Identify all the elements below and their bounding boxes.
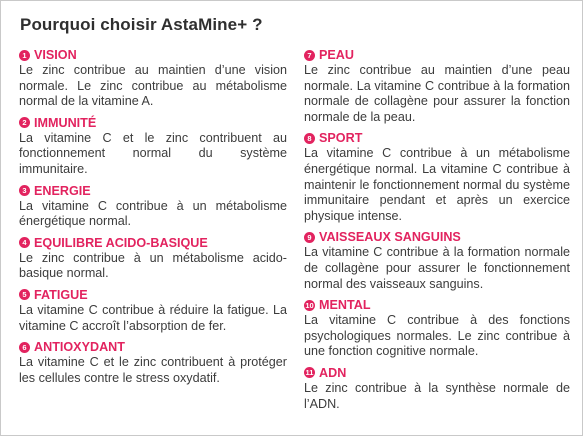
benefit-item-sport — [304, 130, 570, 224]
number-badge-icon: 1 — [19, 50, 30, 61]
number-badge-icon: 10 — [305, 300, 314, 310]
benefit-title: VISION — [34, 48, 77, 62]
benefit-item-vaisseaux — [304, 229, 570, 292]
benefit-item-vision — [19, 47, 287, 110]
right-column — [304, 47, 570, 412]
benefit-heading — [19, 47, 287, 63]
benefit-text: La vitamine C contribue à un métabolisme énergétique normal. La vitamine C contribue à maintenir le fonctionnement normal du système immunitaire pendant et après un exercice physique intense. — [304, 146, 570, 223]
page-title: Pourquoi choisir AstaMine+ ? — [20, 15, 263, 34]
benefit-text: La vitamine C contribue à réduire la fatigue. La vitamine C accroît l’absorption de fer. — [19, 302, 287, 333]
number-badge-icon: 6 — [19, 342, 30, 353]
number-badge-icon: 8 — [304, 133, 315, 144]
benefit-heading — [19, 339, 287, 355]
benefit-title: IMMUNITÉ — [34, 115, 97, 130]
number-badge-icon: 2 — [19, 117, 30, 128]
benefit-text: La vitamine C contribue à la formation normale de collagène pour assurer le fonctionnement normal des vaisseaux sanguins. — [304, 245, 570, 291]
benefit-title: ANTIOXYDANT — [34, 340, 125, 355]
number-badge-icon: 4 — [19, 237, 30, 248]
benefit-item-peau — [304, 47, 570, 125]
number-badge-icon: 9 — [304, 232, 315, 243]
benefit-title: ADN — [319, 365, 347, 380]
number-badge-icon: 7 — [304, 50, 315, 61]
number-badge-icon: 3 — [19, 185, 30, 196]
benefit-heading — [304, 47, 570, 63]
benefit-item-equilibre — [19, 235, 287, 282]
number-badge-icon: 11 — [305, 368, 314, 378]
benefit-title: ENERGIE — [34, 183, 91, 198]
benefit-heading — [304, 297, 570, 313]
benefit-text: La vitamine C et le zinc contribuent à protéger les cellules contre le stress oxydatif. — [19, 355, 287, 385]
benefit-text: Le zinc contribue au maintien d’une peau normale. La vitamine C contribue à la formation normale de collagène pour assurer la fonction normale de la peau. — [304, 63, 570, 124]
benefit-heading — [304, 130, 570, 146]
left-column — [19, 47, 287, 386]
benefit-text: Le zinc contribue à un métabolisme acido-basique normal. — [19, 250, 287, 281]
benefit-text: La vitamine C contribue à des fonctions psychologiques normales. Le zinc contribue à une fonction cognitive normale. — [304, 313, 570, 359]
benefit-heading — [304, 229, 570, 245]
benefit-heading — [19, 115, 287, 131]
benefit-title: EQUILIBRE ACIDO-BASIQUE — [34, 235, 208, 250]
benefit-item-immunite — [19, 115, 287, 178]
benefit-text: La vitamine C contribue à un métabolisme énergétique normal. — [19, 198, 287, 229]
benefit-heading — [19, 287, 287, 303]
benefit-title: MENTAL — [319, 298, 371, 313]
benefit-title: SPORT — [319, 131, 363, 146]
benefit-title: FATIGUE — [34, 287, 88, 302]
benefit-item-energie — [19, 183, 287, 230]
benefit-item-antioxydant — [19, 339, 287, 386]
benefit-heading — [19, 235, 287, 251]
number-badge-icon: 5 — [19, 289, 30, 300]
benefit-heading — [19, 183, 287, 199]
benefit-item-fatigue — [19, 287, 287, 334]
benefit-title: VAISSEAUX SANGUINS — [319, 230, 461, 245]
benefit-text: Le zinc contribue au maintien d’une vision normale. Le zinc contribue au métabolisme normal de la vitamine A. — [19, 63, 287, 109]
benefit-heading — [304, 365, 570, 381]
benefit-item-mental — [304, 297, 570, 360]
benefit-text: La vitamine C et le zinc contribuent au fonctionnement normal du système immunitaire. — [19, 130, 287, 176]
benefit-text: Le zinc contribue à la synthèse normale de l’ADN. — [304, 380, 570, 411]
benefit-item-adn — [304, 365, 570, 412]
benefit-title: PEAU — [319, 48, 354, 62]
